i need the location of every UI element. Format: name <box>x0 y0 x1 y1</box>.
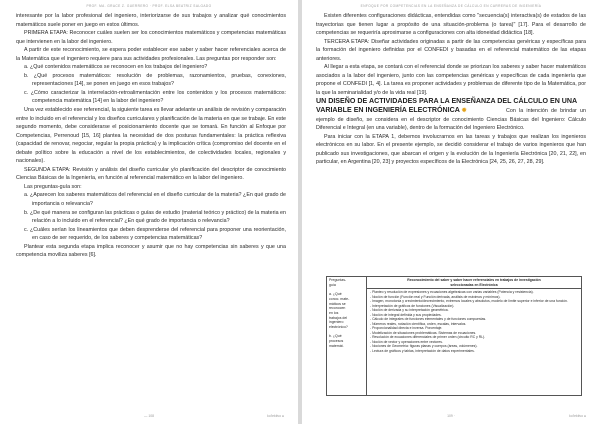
table-question-line: ingeniero <box>329 320 344 325</box>
table-question-line: b. ¿Qué <box>329 334 342 339</box>
table-row: - Noción de integral definida y sus propiedades. <box>370 312 442 317</box>
paragraph: Al llegar a esta etapa, se contará con el referencial donde se priorizan los saberes y saber hacer matemáticos asociados a la labor del ingeniero, junto con las competencias genéricas y específicas de cada ingeniería que propone el CONFEDI [1, 4]. La tarea es proponer actividades y problemas de diferente tipo de la Matemática, por la que la seminarialidad y/o de la vida real [19]. <box>316 64 586 96</box>
star-icon: ✹ <box>461 108 467 115</box>
table-row: - Cálculo de integrales de funciones elementales y de funciones compuestas. <box>370 317 487 321</box>
table-header <box>367 277 581 289</box>
table-row: - Interpretación de gráficos de funciones (Visualización). <box>370 303 455 308</box>
table-rows <box>370 290 578 353</box>
page-number: 109 · <box>447 414 455 418</box>
table-row: - Noción de derivada y su interpretación geométrica. <box>370 308 449 312</box>
running-header: PROF. MA. GRACE Z. GUERRERO · PROF. ELSA BEATRIZ SALGADO <box>86 4 212 8</box>
table-row: - Planteo y resolución de expresiones y ecuaciones algebraicas con varias variables (Potencia y resistencia). <box>370 290 534 294</box>
table-row: - Modelización de situaciones problemáticas. Sistemas de ecuaciones. <box>370 330 477 335</box>
list-item: b. ¿Qué procesos matemáticos: resolución de problemas, razonamientos, pruebas, conexiones, representaciones [14], se ponen en juego en esos trabajos? <box>24 72 286 88</box>
paragraph: Las preguntas-guía son: <box>24 183 82 190</box>
paragraph: A partir de este reconocimiento, se espera poder establecer ese saber y saber hacer referenciales acerca de la Matemática que el ingeniero requiere para sus actividades profesionales. Las preguntas por responder son: <box>16 47 286 62</box>
left-body-text <box>16 12 286 260</box>
table-question-line: máticos se <box>329 301 346 306</box>
table-header-line: seleccionadas en Electrónica <box>450 282 498 287</box>
table-row: - Proporcionalidad directa e inversa. Porcentaje. <box>370 326 443 330</box>
table-row: - Imagen, monotonía y crecimiento/decrecimiento, extremos locales y absolutos, modelo de límite superior e inferior de una función. <box>370 299 568 303</box>
paragraph: Plantear esta segunda etapa implica reconocer y asumir que no hay competencias sin saberes y que una competencia moviliza saberes [6]. <box>16 243 286 259</box>
table-question-line: a. ¿Qué <box>329 292 342 297</box>
list-item: c. ¿Cómo caracterizar la interrelación-retroalimentación entre los contenidos y los procesos matemáticos: competencia matemática [14] en la labor del ingeniero? <box>24 89 286 105</box>
table-question-line: reconocen <box>329 306 346 311</box>
table-row: - Noción de función (Función real y Función derivada, análisis de máximos y mínimos). <box>370 294 501 299</box>
table-header-line: Reconocimiento del saber y saber hacer referenciales en trabajos de investigación <box>407 278 541 282</box>
paragraph: Existen diferentes configuraciones didácticas, entendidas como "secuencia(s) interactiva(s) de estados de las trayectorias que tienen lugar a propósito de una situación-problema (o tarea)" [17]. Para el desarrollo de competencias se requeriría aproximarse a configuraciones con alta idoneidad didáctica [18]. <box>316 13 586 37</box>
table-question-line: conoc. mate- <box>329 296 350 301</box>
table-row: - Nociones de Geometría: figuras planas y cuerpos (áreas, volúmenes). <box>370 344 478 348</box>
table-row: - Lectura de gráficos y tablas, interpretación de datos experimentales. <box>370 348 475 353</box>
table-question-line: electrónico? <box>329 325 348 330</box>
paragraph: TERCERA ETAPA: Diseñar actividades originadas a partir de las competencias genéricas y específicas para la formación del ingeniero definidas por el CONFEDI y basadas en el referencial matemático de las etapas anteriores. <box>316 38 586 62</box>
left-page <box>0 0 298 424</box>
list-item: a. ¿Qué contenidos matemáticos se reconocen en los trabajos del ingeniero? <box>24 64 208 71</box>
paragraph: PRIMERA ETAPA: Reconocer cuáles suelen ser los conocimientos matemáticos y competencias matemáticas que intervienen en la labor del ingeniero. <box>16 30 286 45</box>
table-question-column <box>327 277 367 395</box>
table-row: - Noción de vector y operaciones entre vectores. <box>370 339 443 344</box>
paragraph: Con la intención de brindar un ejemplo de diseño, se considera en el descriptor de conocimiento Ciencias Básicas del Ingeniero: Cálculo Diferencial e Integral (en una variable), dentro de la formación del Ingeniero Electrónico. <box>316 108 586 132</box>
list-item: b. ¿De qué manera se configuran las prácticas o guías de estudio (material teórico y práctico) de la materia en relación a lo incluido en el referencial? ¿En qué grado de importancia o relevancia? <box>24 209 286 225</box>
paragraph: Para iniciar con la ETAPA 1, debemos involucrarnos en las tareas y trabajos que realizan los ingenieros electrónicos en su labor. En el presente ejemplo, se decidió considerar el trabajo de varios ingenieros que han publicado sus investigaciones, que abarcan el origen y la evolución de la Ingeniería Electrónica [20, 21, 22], en particular, en Argentina [20, 23] y proyectos específicos de la Electrónica [24, 25, 26, 27, 28, 29]. <box>316 133 586 166</box>
table-question-line: Preguntas- <box>329 278 347 282</box>
section-title: UN DISEÑO DE ACTIVIDADES PARA LA ENSEÑANZA DEL CÁLCULO EN UNA VARIABLE EN INGENIERÍA ELECTRÓNICA <box>316 97 577 115</box>
paragraph: Una vez establecido ese referencial, la siguiente tarea es llevar adelante un análisis de revisión y comparación entre lo incluido en el referencial y los diseños curriculares y planificación de la materia en que se trabaje. En este segundo momento, debe considerarse el posicionamiento docente que se tomará. En función al Enfoque por Competencias, Perrenoud [15, 16] plantea la necesidad de dos posturas fundamentales: la práctica reflexiva (capacidad de renovar, negociar, regular la propia práctica) y la implicación crítica (compromiso del docente en el debate político sobre la educación a nivel de los establecimientos, de colectividades locales, regionales y nacionales). <box>16 107 286 165</box>
publisher-logo: ko'lektivo ● <box>267 414 284 418</box>
table-row: - Números reales, notación científica, orden, escalas, intervalos. <box>370 321 467 326</box>
table-question-line: guía <box>329 282 336 287</box>
running-header: ENFOQUE POR COMPETENCIAS EN LA ENSEÑANZA DE CÁLCULO EN CARRERAS DE INGENIERÍA <box>360 4 542 8</box>
table-row: - Resolución de ecuaciones diferenciales de primer orden (circuito RC y RL). <box>370 335 486 339</box>
list-item: c. ¿Cuáles serían los lineamientos que deben desprenderse del referencial para proponer una reorientación, en caso de ser requerido, de los saberes y competencias matemáticas? <box>24 226 286 242</box>
page-number: — 108 <box>144 414 154 418</box>
table-question-line: en los <box>329 310 339 315</box>
right-page <box>302 0 600 424</box>
paragraph: interesante por la labor profesional del ingeniero, interiorizarse de sus trabajos y analizar qué conocimientos matemáticos suele poner en juego en estos últimos. <box>16 13 286 28</box>
list-item: a. ¿Aparecen los saberes matemáticos del referencial en el diseño curricular de la materia? ¿En qué grado de importancia o relevancia? <box>24 192 286 208</box>
right-body-text <box>316 12 586 167</box>
table-question-line: procesos <box>329 339 344 344</box>
publisher-logo: ko'lektivo ● <box>569 414 586 418</box>
table-content-column <box>367 277 581 395</box>
table-question-line: trabajos del <box>329 315 348 320</box>
table-question-line: matemát. <box>329 343 344 348</box>
competency-table <box>326 276 582 396</box>
paragraph: SEGUNDA ETAPA: Revisión y análisis del diseño curricular y/o planificación del descriptor de conocimiento Ciencias Básicas de la Ingeniería, en función al referencial matemático en la labor del ingeniero. <box>16 166 286 182</box>
